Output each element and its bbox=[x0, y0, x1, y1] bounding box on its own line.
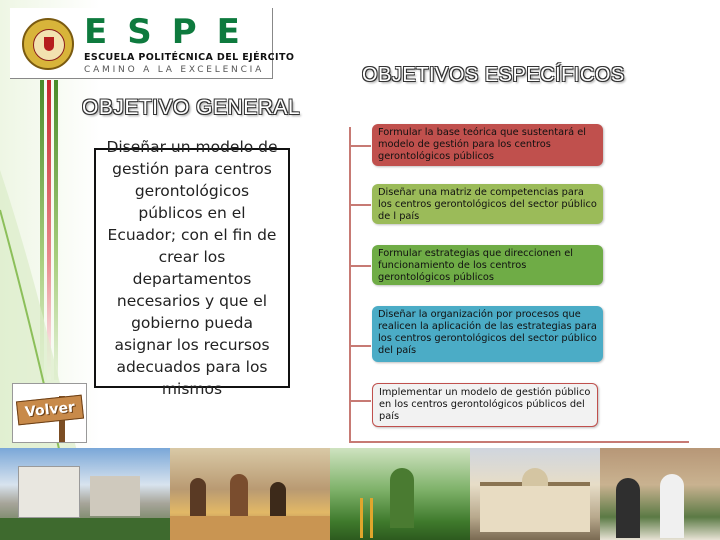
connector bbox=[351, 145, 371, 147]
timeline-bottom-line bbox=[349, 441, 689, 443]
objetivo-general-title: OBJETIVO GENERAL bbox=[82, 96, 301, 119]
objetivos-especificos-title: OBJETIVOS ESPECÍFICOS bbox=[362, 64, 625, 86]
connector bbox=[351, 204, 371, 206]
students-classroom-photo bbox=[170, 448, 330, 540]
connector bbox=[351, 400, 371, 402]
espe-header bbox=[10, 8, 295, 79]
field-survey-photo bbox=[330, 448, 470, 540]
objetivo-item-1: Formular la base teórica que sustentará el modelo de gestión para los centros gerontológicos públicos bbox=[372, 124, 603, 166]
volver-label: Volver bbox=[16, 395, 84, 426]
institution-motto: CAMINO A LA EXCELENCIA bbox=[84, 65, 265, 75]
connector bbox=[351, 265, 371, 267]
objetivo-item-3: Formular estrategias que direccionen el funcionamiento de los centros gerontológicos públicos bbox=[372, 245, 603, 285]
connector bbox=[351, 345, 371, 347]
volver-button[interactable] bbox=[12, 383, 87, 443]
graduates-photo bbox=[600, 448, 720, 540]
espe-seal-icon bbox=[22, 18, 74, 70]
objetivo-general-text: Diseñar un modelo de gestión para centros gerontológicos públicos en el Ecuador; con el fin de crear los departamentos necesarios y que el gobierno pueda asignar los recursos adecuados para los mismos bbox=[106, 138, 278, 398]
objetivo-item-4: Diseñar la organización por procesos que realicen la aplicación de las estrategias para los centros gerontológicos del sector público del país bbox=[372, 306, 603, 362]
photo-strip bbox=[0, 448, 720, 540]
historic-building-photo bbox=[470, 448, 600, 540]
timeline-line bbox=[349, 127, 351, 443]
objetivo-item-2: Diseñar una matriz de competencias para los centros gerontológicos del sector público de l país bbox=[372, 184, 603, 224]
campus-building-photo bbox=[0, 448, 170, 540]
institution-name: ESCUELA POLITÉCNICA DEL EJÉRCITO bbox=[84, 52, 295, 63]
espe-logo: ESPE bbox=[84, 12, 260, 52]
objetivo-general-box bbox=[94, 138, 290, 398]
objetivo-item-5: Implementar un modelo de gestión público en los centros gerontológicos públicos del país bbox=[372, 383, 598, 427]
